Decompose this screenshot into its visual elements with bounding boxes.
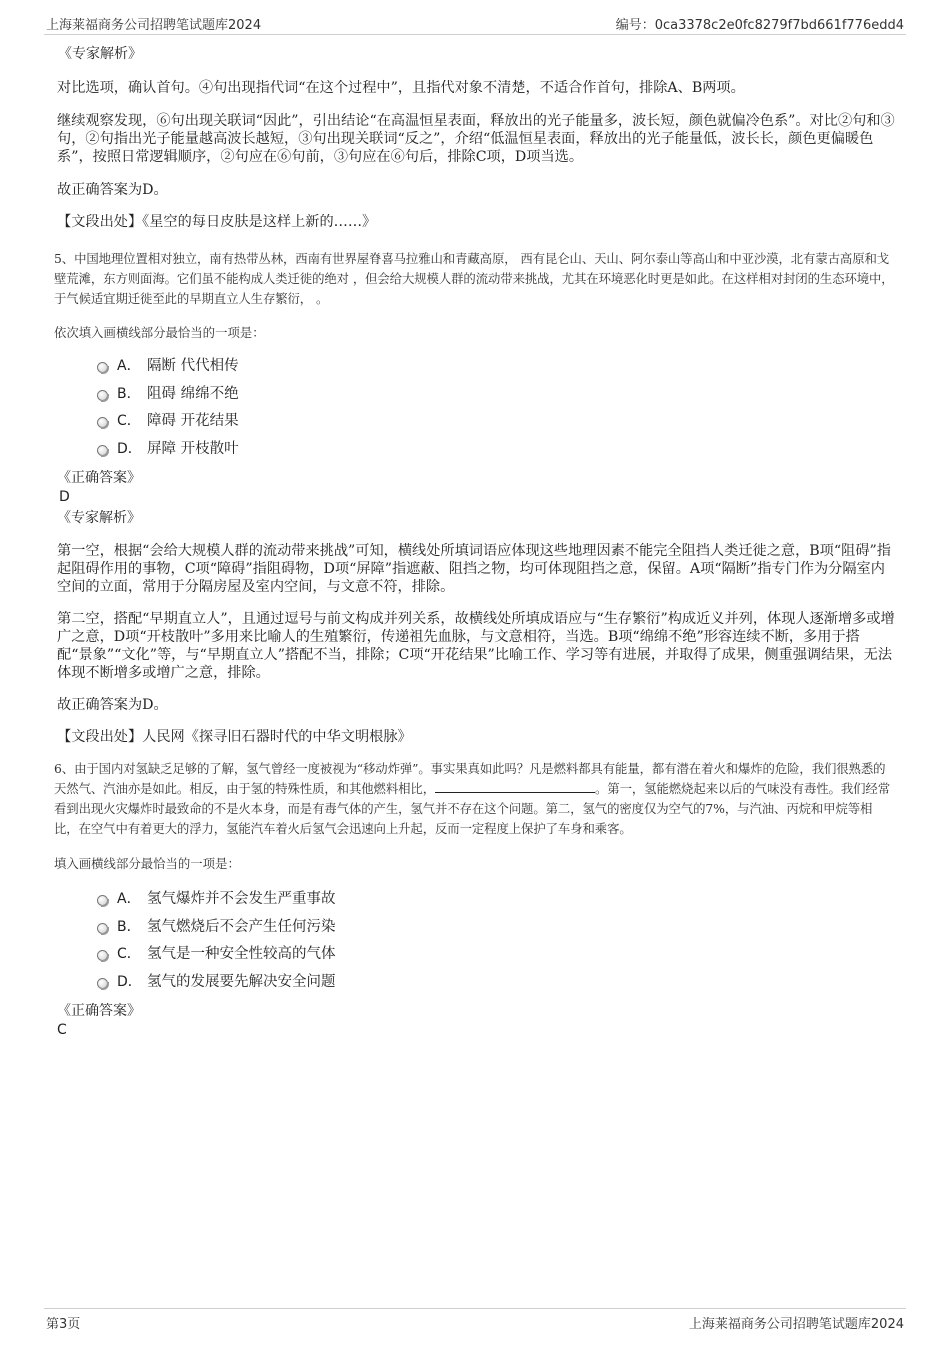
q6-answer-label: 《正确答案》 bbox=[57, 1003, 141, 1019]
q4-analysis-para2: 继续观察发现，⑥句出现关联词“因此”，引出结论“在高温恒星表面，释放出的光子能量多，波长短，颜色就偏冷色系”。对比②句和③句，②句指出光子能量越高波长越短，③句出现关联词“反之”，介绍“低温恒星表面，释放出的光子能量低，波长长，颜色更偏暖色系”，按照日常逻辑顺序，②句应在⑥句前，③句应在⑥句后，排除C项，D项当选。 bbox=[57, 113, 895, 165]
q6-stem bbox=[54, 759, 895, 839]
q4-analysis-label: 《专家解析》 bbox=[58, 46, 142, 62]
q6-prompt: 填入画横线部分最恰当的一项是： bbox=[54, 856, 240, 871]
option-letter: A． bbox=[117, 891, 141, 907]
q6-stem-after: 。第一，氢能燃烧起来以后的气味没有毒性。我们经常看到出现火灾爆炸时最致命的不是火本身，而是有毒气体的产生，氢气并不存在这个问题。第二，氢气的密度仅为空气的7%，与汽油、丙烷和甲烷等相比，在空气中有着更大的浮力，氢能汽车着火后氢气会迅速向上升起，反而一定程度上保护了车身和乘客。 bbox=[54, 781, 890, 836]
fill-blank bbox=[435, 779, 595, 793]
option-text: 屏障 开枝散叶 bbox=[147, 440, 239, 457]
header-doc-title: 上海莱福商务公司招聘笔试题库2024 bbox=[46, 18, 262, 33]
q4-source: 【文段出处】《星空的每日皮肤是这样上新的……》 bbox=[57, 214, 377, 230]
page-header bbox=[44, 12, 906, 35]
option-letter: C． bbox=[117, 413, 141, 429]
radio-button[interactable] bbox=[97, 445, 108, 456]
radio-button[interactable] bbox=[97, 895, 108, 906]
option-text: 氢气是一种安全性较高的气体 bbox=[147, 946, 336, 962]
option-letter: B． bbox=[117, 918, 141, 935]
q4-conclusion: 故正确答案为D。 bbox=[57, 182, 168, 198]
option-text: 隔断 代代相传 bbox=[147, 358, 239, 374]
option-letter: D． bbox=[117, 973, 142, 990]
q5-stem: 5、中国地理位置相对独立，南有热带丛林，西南有世界屋脊喜马拉雅山和青藏高原， 西有昆仑山、天山、阿尔泰山等高山和中亚沙漠，北有蒙古高原和戈壁荒滩，东方则面海。它们虽不能构成人类迁徙的绝对 ，但会给大规模人群的流动带来挑战，尤其在环境恶化时更是如此。在这样相对封闭的生态环境中，于气候适宜期迁徙至此的早期直立人生存繁衍， 。 bbox=[54, 251, 894, 306]
option-letter: B． bbox=[117, 385, 141, 402]
option-letter: A． bbox=[117, 358, 141, 374]
option-letter: D． bbox=[117, 440, 142, 457]
q6-option-c[interactable] bbox=[57, 944, 895, 972]
option-letter: C． bbox=[117, 946, 141, 962]
radio-button[interactable] bbox=[97, 390, 108, 401]
q5-analysis-para2: 第二空，搭配“早期直立人”，且通过逗号与前文构成并列关系，故横线处所填成语应与“生存繁衍”构成近义并列，体现人逐渐增多或增广之意，D项“开枝散叶”多用来比喻人的生殖繁衍，传递祖先血脉，与文意相符，当选。B项“绵绵不绝”形容连续不断，多用于搭配“景象”“文化”等，与“早期直立人”搭配不当，排除；C项“开花结果”比喻工作、学习等有进展，并取得了成果，侧重强调结果，无法体现不断增多或增广之意，排除。 bbox=[57, 611, 895, 681]
q6-option-a[interactable] bbox=[57, 889, 895, 917]
q5-conclusion: 故正确答案为D。 bbox=[57, 697, 168, 713]
q6-answer: C bbox=[57, 1022, 67, 1038]
radio-button[interactable] bbox=[97, 923, 108, 934]
q5-option-d[interactable] bbox=[57, 439, 895, 467]
option-text: 阻碍 绵绵不绝 bbox=[147, 385, 239, 402]
q5-option-c[interactable] bbox=[57, 411, 895, 439]
q5-prompt: 依次填入画横线部分最恰当的一项是： bbox=[54, 325, 265, 340]
radio-button[interactable] bbox=[97, 362, 108, 373]
q5-answer: D bbox=[59, 489, 70, 505]
q5-answer-label: 《正确答案》 bbox=[57, 470, 141, 486]
radio-button[interactable] bbox=[97, 978, 108, 989]
footer-doc-title: 上海莱福商务公司招聘笔试题库2024 bbox=[688, 1317, 904, 1332]
header-doc-id: 编号：0ca3378c2e0fc8279f7bd661f776edd4 bbox=[615, 18, 904, 33]
option-text: 障碍 开花结果 bbox=[147, 413, 239, 429]
q5-option-a[interactable] bbox=[57, 356, 895, 384]
q6-stem-before: 6、由于国内对氢缺乏足够的了解，氢气曾经一度被视为“移动炸弹”。事实果真如此吗？凡是燃料都具有能量，都有潜在着火和爆炸的危险，我们很熟悉的天然气、汽油亦是如此。相反，由于氢的特殊性质，和其他燃料相比， bbox=[54, 761, 886, 796]
option-text: 氢气的发展要先解决安全问题 bbox=[147, 973, 336, 990]
option-text: 氢气爆炸并不会发生严重事故 bbox=[147, 891, 336, 907]
q4-analysis-para1: 对比选项，确认首句。④句出现指代词“在这个过程中”，且指代对象不清楚，不适合作首句，排除A、B两项。 bbox=[57, 80, 745, 96]
q5-source: 【文段出处】人民网《探寻旧石器时代的中华文明根脉》 bbox=[57, 729, 412, 745]
q6-option-d[interactable] bbox=[57, 972, 895, 1000]
radio-button[interactable] bbox=[97, 417, 108, 428]
q6-option-b[interactable] bbox=[57, 917, 895, 945]
q5-option-b[interactable] bbox=[57, 384, 895, 412]
option-text: 氢气燃烧后不会产生任何污染 bbox=[147, 918, 336, 935]
q5-analysis-label: 《专家解析》 bbox=[57, 510, 141, 526]
q6-options bbox=[57, 889, 895, 999]
page-content bbox=[54, 44, 895, 1039]
radio-button[interactable] bbox=[97, 950, 108, 961]
q5-options bbox=[57, 356, 895, 466]
page-footer bbox=[44, 1308, 906, 1331]
q5-analysis-para1: 第一空，根据“会给大规模人群的流动带来挑战”可知，横线处所填词语应体现这些地理因素不能完全阻挡人类迁徙之意，B项“阻碍”指起阻碍作用的事物，C项“障碍”指阻碍物，D项“屏障”指遮蔽、阻挡之物，均可体现阻挡之意，保留。A项“隔断”指专门作为分隔室内空间的立面，常用于分隔房屋及室内空间，与文意不符，排除。 bbox=[57, 543, 891, 595]
page-number: 第3页 bbox=[46, 1317, 81, 1332]
